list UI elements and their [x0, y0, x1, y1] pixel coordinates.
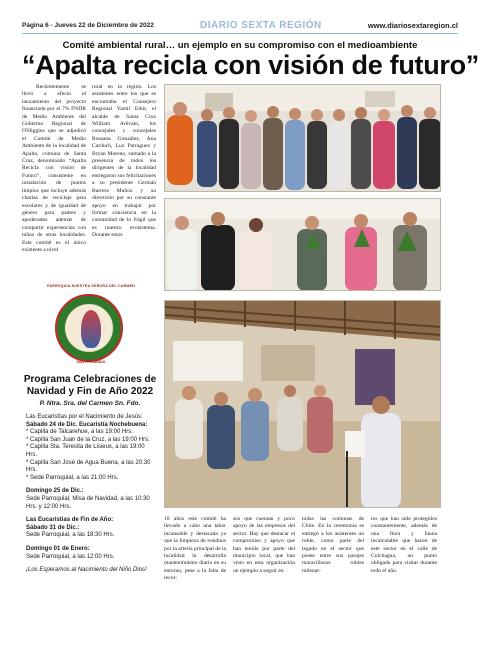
article-column-1: Recientemente se llevó a efecto el lanzamiento del proyecto financiado por el 7% FNDR de Medio Ambiente del Gobierno Regional de O'Higgins que se adjudicó el Comité de Medio Ambiente de la localidad de Apalta, comuna de Santa Cruz, denominado “Apalta Recicla con visión de Futuro”, consistente en instalación de puntos limpios que incluye además charlas de reciclaje para escolares y de igualdad de género para padres y apoderados además de compartir experiencias con niños de otras localidades. Este comité es el único existente a nivel [22, 84, 86, 253]
article-headline: “Apalta recicla con visión de futuro” [22, 50, 479, 80]
schedule-sat31-text: Sede Parroquial, a las 18:30 Hrs. [26, 532, 115, 539]
sidebar-schedule [26, 414, 156, 575]
article-kicker: Comité ambiental rural… un ejemplo en su compromiso con el medioambiente [62, 40, 418, 51]
article-column-4: sos que cuentan y poco apoyo de las empresas del sector. Hay que destacar el compromiso y apoyo que han tenido por parte del municipio local, que han visto en esta organización un ejemplo a seguir en [233, 516, 295, 574]
website-link[interactable]: www.diariosextaregion.cl [367, 21, 458, 30]
schedule-dom25: Domingo 25 de Dic.: [26, 488, 84, 495]
article-column-2: rural en la región. Los asistentes entre los que se encontraba el Consejero Regional Yamil Ethit, el alcalde de Santa Cruz William Arévalo, los concejales y concejales Rossana González, Ana Carduch, Luz Parraguez y Bryan Moreno, sumado a la presencia de todos los dirigentes de la localidad entregaron sus felicitaciones a su presidente Germán Barrera Muñoz y su directorio por su constante apoyo en trabajar por formar conciencia en la comunidad de lo frágil que es nuestro ecosistema. Durante estos [92, 84, 156, 239]
badge-bottom-text: SAN FERNANDO [76, 360, 106, 364]
photo-trees-delivery [164, 198, 441, 291]
schedule-sat31: Sábado 31 de Dic.: [26, 524, 80, 531]
schedule-dom01: Domingo 01 de Enero: [26, 545, 90, 552]
article-column-5: todas las comunas de Chile. En la ceremonia se entregó a los asistentes un roble, como parte del legado en el sector que posee entre sus parajes maravillosos robles milenar- [302, 516, 364, 574]
schedule-item: * Capilla de Talcarehue, a las 19:00 Hrs. [26, 429, 133, 436]
schedule-item: * Sede Parroquial, a las 21:00 Hrs. [26, 474, 119, 481]
photo-group-top [164, 84, 441, 192]
schedule-sat24: Sábado 24 de Dic. Eucaristía Nochebuena: [26, 421, 148, 428]
sidebar-celebrations [22, 284, 158, 580]
page-header [22, 18, 458, 34]
schedule-dom01-text: Sede Parroquial, a las 12:00 Hrs. [26, 553, 115, 560]
sidebar-subtitle: P. Ntra. Sra. del Carmen Sn. Fdo. [39, 400, 141, 407]
schedule-closing: ¡Los Esperamos al Nacimiento del Niño Dios! [26, 567, 147, 574]
schedule-item: * Capilla San José de Agua Buena, a las 20:30 Hrs. [26, 459, 151, 474]
schedule-item: * Capilla Sta. Teresita de Lisieux, a las 19:00 Hrs. [26, 444, 145, 458]
masthead: DIARIO SEXTA REGIÓN [199, 20, 322, 31]
schedule-item: * Capilla San Juan de la Cruz, a las 19:00 Hrs. [26, 436, 150, 443]
schedule-dom25-text: Sede Parroquial, Misa de Navidad, a las 10:30 Hrs. y 12:00 Hrs. [26, 495, 150, 510]
sidebar-title: Programa Celebraciones de Navidad y Fin de Año 2022 [23, 374, 157, 397]
page-info: Página 6 - Jueves 22 de Diciembre de 2022 [22, 22, 154, 29]
parish-badge-icon [55, 294, 123, 362]
schedule-intro: Las Eucaristías por el Nacimiento de Jesús: [26, 414, 143, 420]
schedule-fin-title: Las Eucaristías de Fin de Año: [26, 517, 114, 524]
article-column-6: ios que han sido protegidos constantemente, además de una flora y fauna incalculable que hacen de este sector en el valle de Colchagua, un punto obligado para visitar durante todo el año. [371, 516, 437, 574]
badge-top-text: PARROQUIA NUESTRA SEÑORA DEL CARMEN [47, 284, 135, 288]
photo-ceremony-hall [164, 300, 441, 508]
virgin-figure-icon [81, 310, 101, 348]
article-column-3: 10 años este comité ha llevado a cabo una labor incansable y destacada ya que la limpieza de residuos por la arteria principal de la localidad la desarrolla mantenimiento diario en su entorno, pese a la falta de recur- [164, 516, 226, 582]
